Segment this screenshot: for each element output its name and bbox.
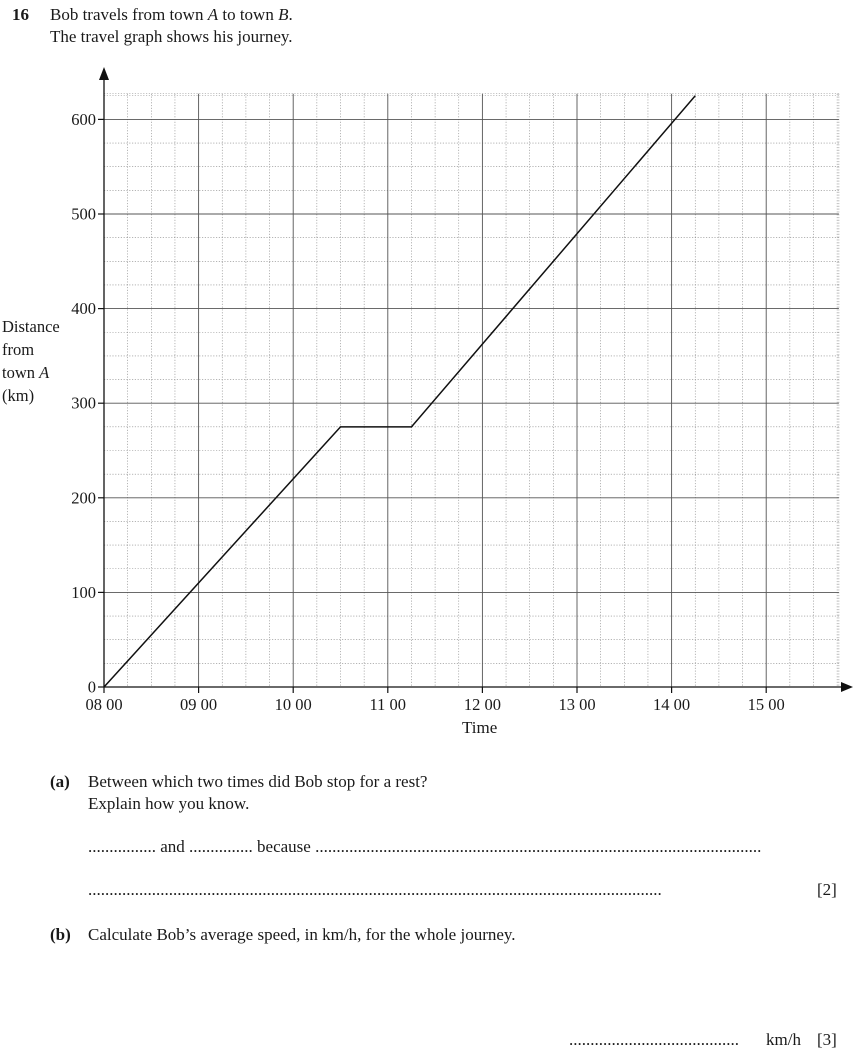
x-tick-label: 13 00 (558, 695, 596, 714)
x-tick-label: 09 00 (180, 695, 218, 714)
x-tick-label: 08 00 (85, 695, 123, 714)
grid-minor (104, 94, 839, 687)
x-tick-label: 12 00 (463, 695, 501, 714)
part-b-question: Calculate Bob’s average speed, in km/h, for the whole journey. (88, 925, 516, 944)
part-a-question-line1: Between which two times did Bob stop for a rest? (88, 772, 428, 791)
part-b-marks: [3] (817, 1030, 837, 1049)
x-axis-arrow (841, 682, 853, 692)
y-tick-label: 600 (71, 109, 96, 129)
y-tick-label: 100 (71, 582, 96, 602)
y-axis-arrow (99, 67, 109, 80)
y-axis-label-line3: town A (2, 363, 50, 382)
y-axis-label-line4: (km) (2, 386, 35, 405)
series (104, 96, 695, 687)
part-a-marks: [2] (817, 880, 837, 899)
grid-major (104, 94, 839, 687)
y-axis-label-line2: from (2, 340, 35, 359)
y-axis-label-line1: Distance (2, 317, 60, 336)
journey-line (104, 96, 695, 687)
part-a-question-line2: Explain how you know. (88, 794, 250, 813)
question-intro-line1: Bob travels from town A to town B. (50, 5, 293, 24)
x-tick-label: 11 00 (369, 695, 407, 714)
part-a-label: (a) (50, 772, 70, 791)
y-tick-label: 400 (71, 299, 96, 319)
question-intro-line2: The travel graph shows his journey. (50, 27, 293, 46)
y-tick-label: 300 (71, 393, 96, 413)
x-tick-label: 15 00 (747, 695, 785, 714)
part-a-answer-line2[interactable]: ....................................................................................................................................... (88, 880, 662, 899)
x-axis-label: Time (462, 718, 498, 737)
x-tick-label: 14 00 (653, 695, 691, 714)
question-number: 16 (12, 5, 29, 24)
part-b-answer-line[interactable]: ........................................ (569, 1030, 739, 1049)
tick-labels (71, 110, 785, 714)
y-tick-label: 500 (71, 204, 96, 224)
part-a-answer-line1[interactable]: ................ and ............... because ......................................................................................................... (88, 837, 762, 856)
y-tick-label: 200 (71, 488, 96, 508)
x-tick-label: 10 00 (274, 695, 312, 714)
part-b-label: (b) (50, 925, 71, 944)
part-b-unit: km/h (766, 1030, 801, 1049)
y-tick-label: 0 (87, 677, 96, 697)
